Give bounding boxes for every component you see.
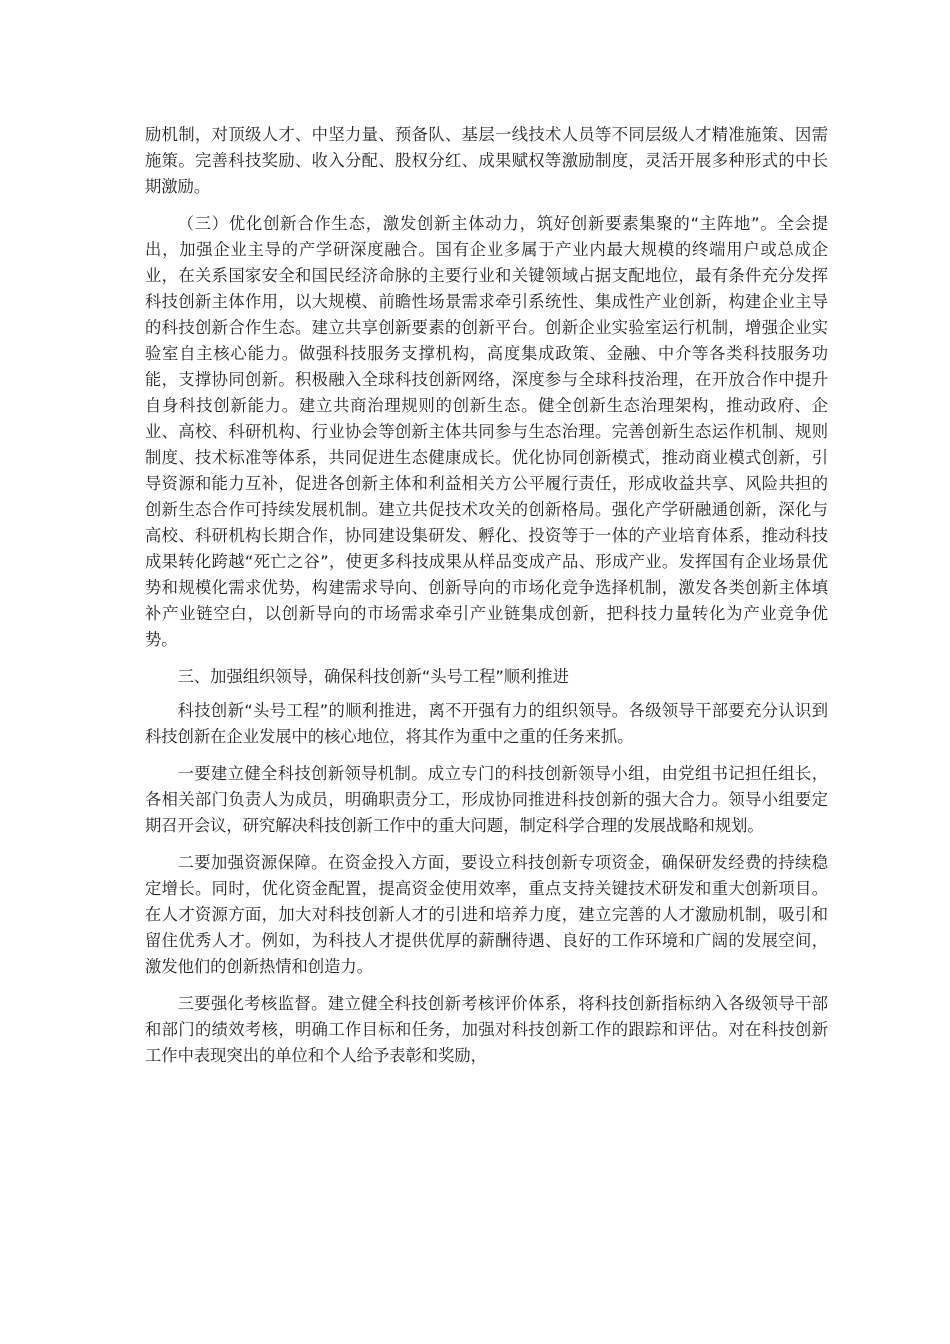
paragraph-leadership-intro: 科技创新“头号工程”的顺利推进，离不开强有力的组织领导。各级领导干部要充分认识到科技创新在企业发展中的核心地位，将其作为重中之重的任务来抓。: [145, 701, 828, 746]
document-page: [145, 122, 828, 1080]
paragraph-continued: 励机制，对顶级人才、中坚力量、预备队、基层一线技术人员等不同层级人才精准施策、因需施策。完善科技奖励、收入分配、股权分红、成果赋权等激励制度，灵活开展多种形式的中长期激励。: [145, 125, 828, 196]
paragraph-assessment-supervision: 三要强化考核监督。建立健全科技创新考核评价体系，将科技创新指标纳入各级领导干部和部门的绩效考核，明确工作目标和任务，加强对科技创新工作的跟踪和评估。对在科技创新工作中表现突出的单位和个人给予表彰和奖励，: [145, 994, 828, 1065]
section-heading-three: 三、加强组织领导，确保科技创新“头号工程”顺利推进: [177, 667, 569, 686]
paragraph-leadership-mechanism: 一要建立健全科技创新领导机制。成立专门的科技创新领导小组，由党组书记担任组长，各相关部门负责人为成员，明确职责分工，形成协同推进科技创新的强大合力。领导小组要定期召开会议，研究解决科技创新工作中的重大问题，制定科学合理的发展战略和规划。: [145, 764, 828, 835]
paragraph-section-three-ecosystem: （三）优化创新合作生态，激发创新主体动力，筑好创新要素集聚的“主阵地”。全会提出，加强企业主导的产学研深度融合。国有企业多属于产业内最大规模的终端用户或总成企业，在关系国家安全和国民经济命脉的主要行业和关键领域占据支配地位，最有条件充分发挥科技创新主体作用，以大规模、前瞻性场景需求牵引系统性、集成性产业创新，构建企业主导的科技创新合作生态。建立共享创新要素的创新平台。创新企业实验室运行机制，增强企业实验室自主核心能力。做强科技服务支撑机构，高度集成政策、金融、中介等各类科技服务功能，支撑协同创新。积极融入全球科技创新网络，深度参与全球科技治理，在开放合作中提升自身科技创新能力。建立共商治理规则的创新生态。健全创新生态治理架构，推动政府、企业、高校、科研机构、行业协会等创新主体共同参与生态治理。完善创新生态运作机制、规则制度、技术标准等体系，共同促进生态健康成长。优化协同创新模式，推动商业模式创新，引导资源和能力互补，促进各创新主体和利益相关方公平履行责任，形成收益共享、风险共担的创新生态合作可持续发展机制。建立共促技术攻关的创新格局。强化产学研融通创新，深化与高校、科研机构长期合作，协同建设集研发、孵化、投资等于一体的产业培育体系，推动科技成果转化跨越“死亡之谷”，使更多科技成果从样品变成产品、形成产业。发挥国有企业场景优势和规模化需求优势，构建需求导向、创新导向的市场化竞争选择机制，激发各类创新主体填补产业链空白，以创新导向的市场需求牵引产业链集成创新，把科技力量转化为产业竞争优势。: [145, 214, 828, 649]
paragraph-resource-guarantee: 二要加强资源保障。在资金投入方面，要设立科技创新专项资金，确保研发经费的持续稳定增长。同时，优化资金配置，提高资金使用效率，重点支持关键技术研发和重大创新项目。在人才资源方面，加大对科技创新人才的引进和培养力度，建立完善的人才激励机制，吸引和留住优秀人才。例如，为科技人才提供优厚的薪酬待遇、良好的工作环境和广阔的发展空间，激发他们的创新热情和创造力。: [145, 853, 828, 976]
